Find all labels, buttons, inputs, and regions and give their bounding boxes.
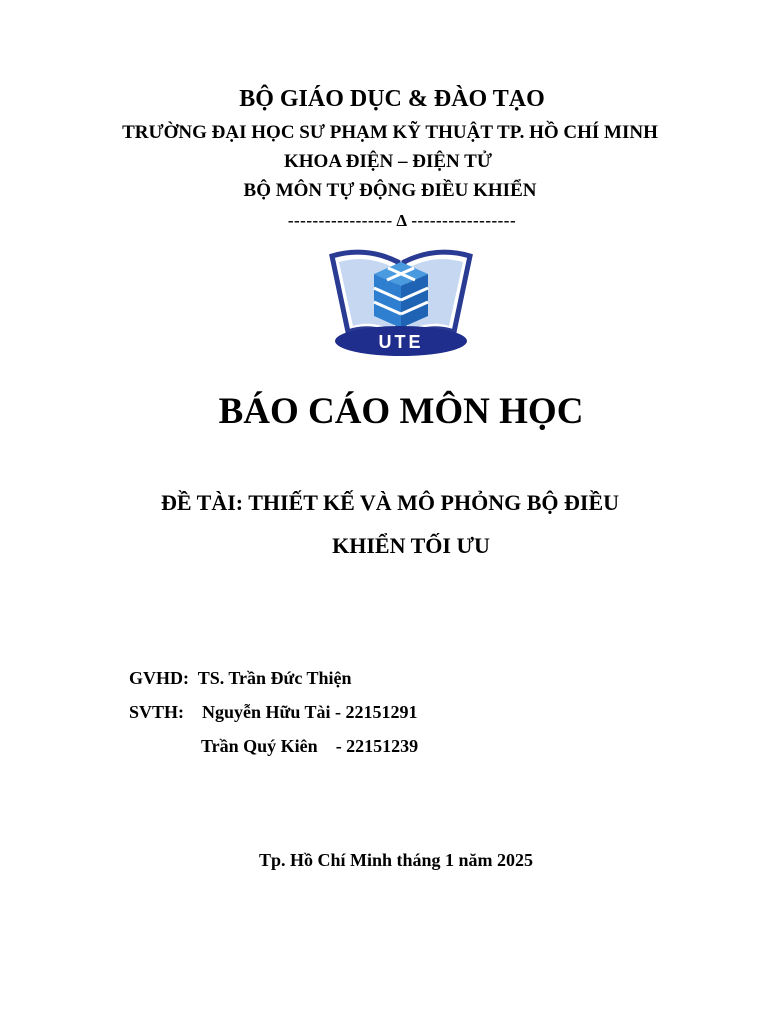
supervisor-name: TS. Trần Đức Thiện [197,668,352,688]
university-name: TRƯỜNG ĐẠI HỌC SƯ PHẠM KỸ THUẬT TP. HỒ CHÍ MINH [122,122,658,143]
ute-logo-icon [326,244,476,358]
topic-line-2: KHIỂN TỐI ƯU [332,533,490,558]
department-name: BỘ MÔN TỰ ĐỘNG ĐIỀU KHIỂN [243,180,537,201]
header-divider: ----------------- Δ ----------------- [287,211,517,230]
logo-text: UTE [378,332,424,352]
report-title: BÁO CÁO MÔN HỌC [218,391,584,432]
student-name: Nguyễn Hữu Tài [202,702,331,722]
students-label: SVTH: [129,702,185,722]
student-name: Trần Quý Kiên [201,736,318,756]
student-row [201,736,418,757]
faculty-name: KHOA ĐIỆN – ĐIỆN TỬ [284,151,492,172]
ministry-name: BỘ GIÁO DỤC & ĐÀO TẠO [239,86,545,112]
supervisor-row [129,668,352,689]
student-id: - 22151239 [335,736,419,756]
supervisor-label: GVHD: [129,668,189,688]
student-id: - 22151291 [335,702,418,722]
student-row [202,702,418,723]
topic-line-1: ĐỀ TÀI: THIẾT KẾ VÀ MÔ PHỎNG BỘ ĐIỀU [160,490,619,515]
place-and-date: Tp. Hồ Chí Minh tháng 1 năm 2025 [258,850,534,870]
